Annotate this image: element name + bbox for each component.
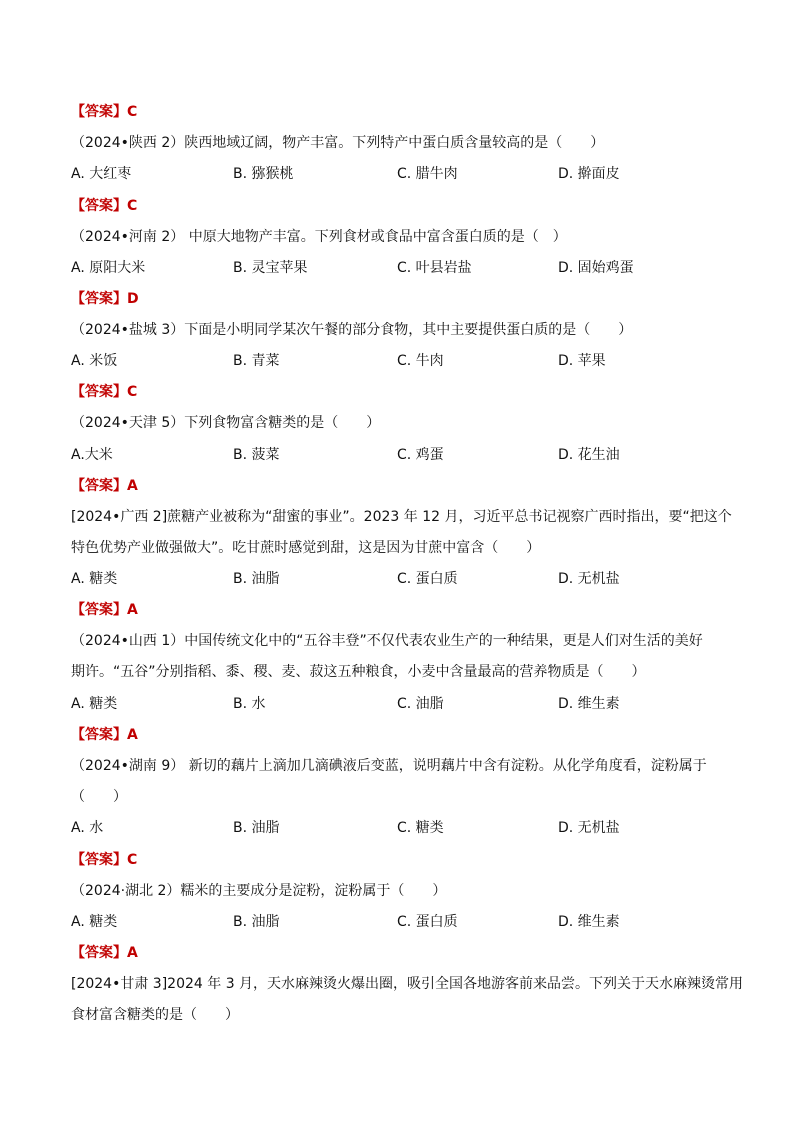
option-a: A. 糖类 [71, 914, 118, 930]
option-c: C. 油脂 [397, 696, 444, 712]
option-b: B. 青菜 [233, 353, 280, 369]
question-text: 特色优势产业做强做大”。吃甘蔗时感觉到甜，这是因为甘蔗中富含（ ） [71, 540, 541, 556]
question-text: 期许。“五谷”分别指稻、黍、稷、麦、菽这五种粮食，小麦中含量最高的营养物质是（ ） [71, 664, 646, 680]
option-c: C. 腊牛肉 [397, 166, 458, 182]
question-text: [2024•甘肃 3]2024 年 3 月，天水麻辣烫火爆出圈，吸引全国各地游客前来品尝。下列关于天水麻辣烫常用 [71, 976, 744, 992]
option-b: B. 菠菜 [233, 447, 280, 463]
option-a: A. 糖类 [71, 571, 118, 587]
option-b: B. 油脂 [233, 914, 280, 930]
question-text: （2024•盐城 3）下面是小明同学某次午餐的部分食物，其中主要提供蛋白质的是（ ） [71, 322, 633, 338]
answer-line: 【答案】A [71, 945, 138, 961]
option-d: D. 维生素 [558, 914, 620, 930]
option-c: C. 蛋白质 [397, 914, 458, 930]
option-b: B. 油脂 [233, 571, 280, 587]
option-b: B. 水 [233, 696, 266, 712]
option-a: A. 糖类 [71, 696, 118, 712]
option-a: A. 水 [71, 820, 104, 836]
option-b: B. 猕猴桃 [233, 166, 294, 182]
answer-line: 【答案】C [71, 852, 138, 868]
answer-line: 【答案】A [71, 727, 138, 743]
question-text: （2024•河南 2） 中原大地物产丰富。下列食材或食品中富含蛋白质的是（ ） [71, 229, 567, 245]
option-d: D. 固始鸡蛋 [558, 260, 634, 276]
option-a: A.大米 [71, 447, 113, 463]
option-d: D. 维生素 [558, 696, 620, 712]
option-b: B. 灵宝苹果 [233, 260, 308, 276]
question-text: （2024•陕西 2）陕西地域辽阔，物产丰富。下列特产中蛋白质含量较高的是（ ） [71, 135, 605, 151]
answer-line: 【答案】C [71, 198, 138, 214]
option-d: D. 无机盐 [558, 820, 620, 836]
option-c: C. 蛋白质 [397, 571, 458, 587]
answer-line: 【答案】A [71, 478, 138, 494]
answer-line: 【答案】D [71, 291, 139, 307]
question-text: （2024•天津 5）下列食物富含糖类的是（ ） [71, 415, 381, 431]
option-b: B. 油脂 [233, 820, 280, 836]
option-c: C. 牛肉 [397, 353, 444, 369]
question-text: [2024•广西 2]蔗糖产业被称为“甜蜜的事业”。2023 年 12 月，习近平总书记视察广西时指出，要“把这个 [71, 509, 732, 525]
option-d: D. 苹果 [558, 353, 606, 369]
option-c: C. 鸡蛋 [397, 447, 444, 463]
question-text: （2024•湖南 9） 新切的藕片上滴加几滴碘液后变蓝，说明藕片中含有淀粉。从化学角度看，淀粉属于 [71, 758, 707, 774]
question-text: （ ） [71, 789, 127, 805]
option-d: D. 花生油 [558, 447, 620, 463]
question-text: 食材富含糖类的是（ ） [71, 1007, 239, 1023]
question-text: （2024·湖北 2）糯米的主要成分是淀粉，淀粉属于（ ） [71, 883, 447, 899]
answer-line: 【答案】C [71, 104, 138, 120]
answer-line: 【答案】C [71, 384, 138, 400]
option-c: C. 糖类 [397, 820, 444, 836]
option-d: D. 擀面皮 [558, 166, 620, 182]
option-d: D. 无机盐 [558, 571, 620, 587]
question-text: （2024•山西 1）中国传统文化中的“五谷丰登”不仅代表农业生产的一种结果，更是人们对生活的美好 [71, 633, 703, 649]
option-a: A. 米饭 [71, 353, 118, 369]
option-a: A. 原阳大米 [71, 260, 146, 276]
answer-line: 【答案】A [71, 602, 138, 618]
option-c: C. 叶县岩盐 [397, 260, 472, 276]
option-a: A. 大红枣 [71, 166, 132, 182]
